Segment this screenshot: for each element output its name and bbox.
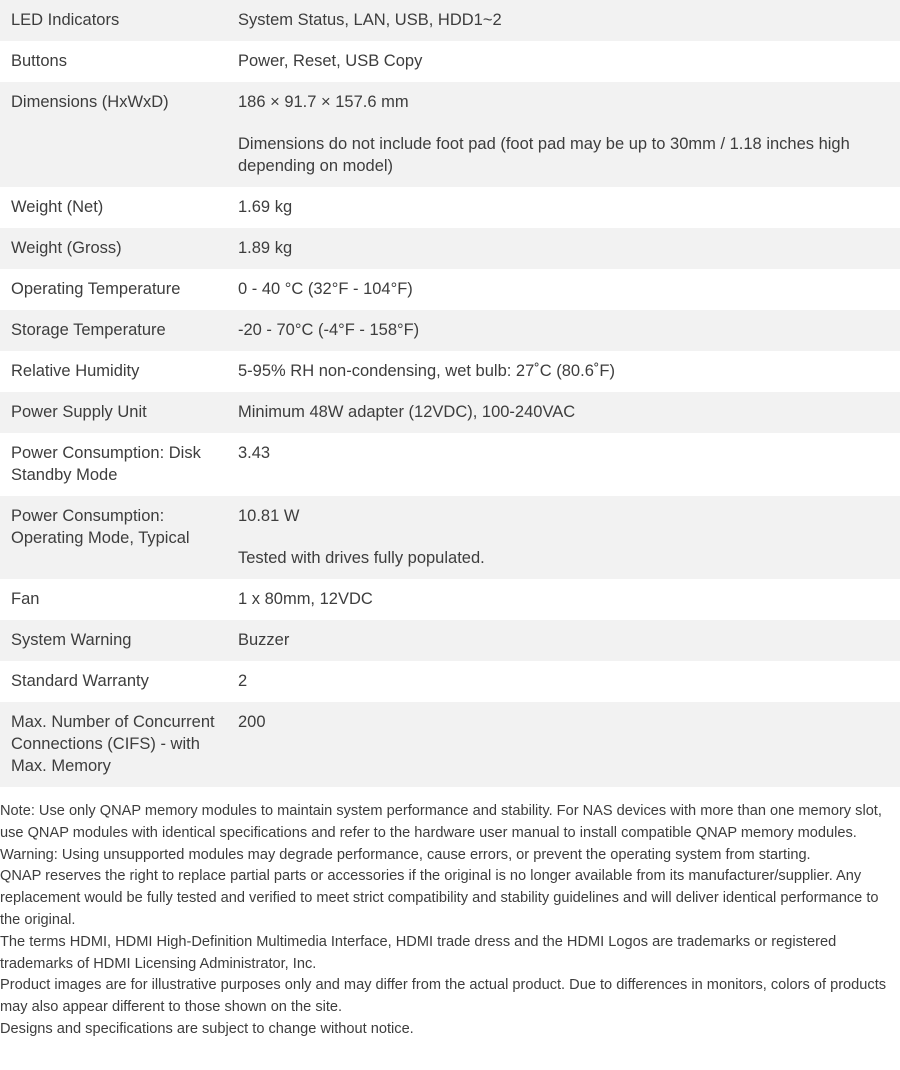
spec-label: Power Consumption: Disk Standby Mode — [0, 433, 227, 496]
spec-row — [0, 433, 900, 496]
footnote: Designs and specifications are subject to change without notice. — [0, 1020, 414, 1037]
spec-value-line: 3.43 — [238, 444, 271, 462]
footnote: QNAP reserves the right to replace partial parts or accessories if the original is no longer available from its manufacturer/supplier. Any replacement would be fully tested and verified to meet strict compatibility and stability guidelines and will deliver identical performance to the original. — [0, 868, 879, 928]
spec-value — [227, 41, 900, 82]
spec-value — [227, 187, 900, 228]
spec-value-line: Power, Reset, USB Copy — [238, 52, 423, 70]
spec-row — [0, 41, 900, 82]
spec-value-line: 0 - 40 °C (32°F - 104°F) — [238, 280, 413, 298]
spec-value — [227, 351, 900, 392]
spec-value-line: Tested with drives fully populated. — [238, 549, 485, 567]
spec-value-line: 2 — [238, 672, 248, 690]
spec-label: Weight (Gross) — [0, 228, 227, 269]
spec-value-line: 1.89 kg — [238, 239, 293, 257]
spec-row — [0, 661, 900, 702]
spec-value — [227, 82, 900, 187]
spec-label: Dimensions (HxWxD) — [0, 82, 227, 187]
spec-label: LED Indicators — [0, 0, 227, 41]
spec-value-line: -20 - 70°C (-4°F - 158°F) — [238, 321, 420, 339]
spec-label: Power Supply Unit — [0, 392, 227, 433]
spec-row — [0, 269, 900, 310]
spec-label: Buttons — [0, 41, 227, 82]
spec-value — [227, 228, 900, 269]
spec-label: System Warning — [0, 620, 227, 661]
footnote: Product images are for illustrative purposes only and may differ from the actual product. Due to differences in monitors, colors of products may also appear different to those shown on the site. — [0, 977, 887, 1016]
spec-row — [0, 82, 900, 187]
spec-value — [227, 620, 900, 661]
spec-label: Operating Temperature — [0, 269, 227, 310]
spec-row — [0, 392, 900, 433]
spec-value-line: System Status, LAN, USB, HDD1~2 — [238, 11, 502, 29]
spec-label: Relative Humidity — [0, 351, 227, 392]
spec-row — [0, 228, 900, 269]
spec-label: Max. Number of Concurrent Connections (CIFS) - with Max. Memory — [0, 702, 227, 787]
spec-label: Weight (Net) — [0, 187, 227, 228]
spec-row — [0, 0, 900, 41]
spec-label: Power Consumption: Operating Mode, Typical — [0, 496, 227, 579]
spec-row — [0, 702, 900, 787]
spec-row — [0, 310, 900, 351]
spec-value-line: 5-95% RH non-condensing, wet bulb: 27˚C (80.6˚F) — [238, 362, 615, 380]
spec-value — [227, 269, 900, 310]
spec-value — [227, 0, 900, 41]
spec-label: Standard Warranty — [0, 661, 227, 702]
spec-value-line: 186 × 91.7 × 157.6 mm — [238, 93, 409, 111]
spec-value — [227, 433, 900, 496]
spec-value-line: 1 x 80mm, 12VDC — [238, 590, 373, 608]
spec-value-line: 10.81 W — [238, 507, 300, 525]
spec-row — [0, 579, 900, 620]
spec-label: Fan — [0, 579, 227, 620]
spec-value — [227, 579, 900, 620]
spec-value — [227, 392, 900, 433]
spec-row — [0, 351, 900, 392]
spec-label: Storage Temperature — [0, 310, 227, 351]
spec-value — [227, 661, 900, 702]
spec-row — [0, 620, 900, 661]
spec-value-line: Buzzer — [238, 631, 290, 649]
spec-value-line: 200 — [238, 713, 266, 731]
spec-row — [0, 187, 900, 228]
footnotes — [0, 801, 900, 1041]
footnote: Warning: Using unsupported modules may degrade performance, cause errors, or prevent the operating system from starting. — [0, 846, 811, 863]
spec-value — [227, 702, 900, 787]
spec-value — [227, 496, 900, 579]
spec-value-line: 1.69 kg — [238, 198, 293, 216]
spec-value — [227, 310, 900, 351]
spec-row — [0, 496, 900, 579]
spec-value-line: Dimensions do not include foot pad (foot pad may be up to 30mm / 1.18 inches high depending on model) — [238, 135, 850, 175]
footnote: Note: Use only QNAP memory modules to maintain system performance and stability. For NAS devices with more than one memory slot, use QNAP modules with identical specifications and refer to the hardware user manual to install compatible QNAP memory modules. — [0, 803, 882, 841]
spec-value-line: Minimum 48W adapter (12VDC), 100-240VAC — [238, 403, 576, 421]
footnote: The terms HDMI, HDMI High-Definition Multimedia Interface, HDMI trade dress and the HDMI Logos are trademarks or registered trademarks of HDMI Licensing Administrator, Inc. — [0, 933, 837, 972]
